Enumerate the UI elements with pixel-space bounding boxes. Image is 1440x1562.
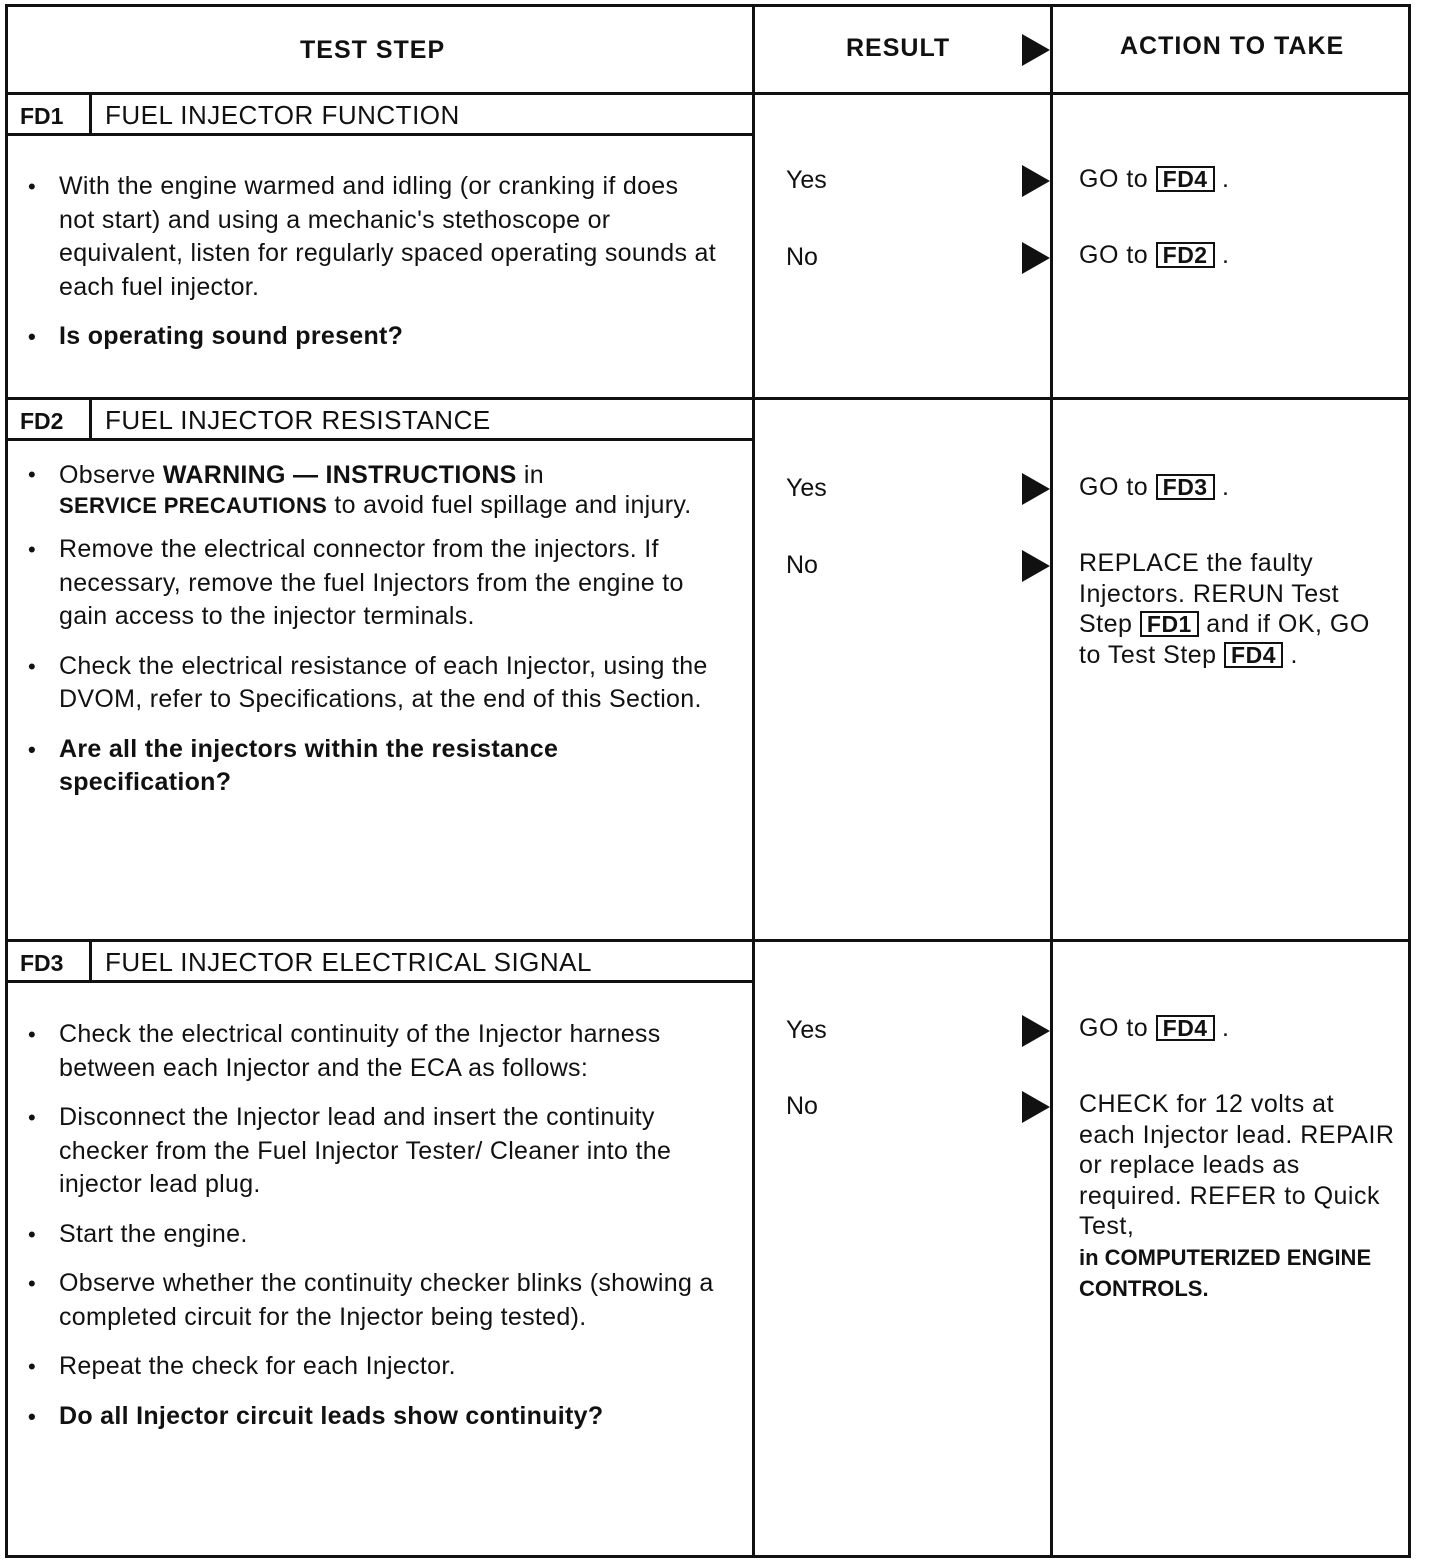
action-fd1-yes: GO to FD4 . [1079,165,1230,193]
column-divider-action [1050,4,1053,1558]
arrow-right-icon [1022,1015,1050,1047]
step-code: FD2 [20,408,64,434]
result-yes: Yes [786,1016,827,1044]
arrow-right-icon [1022,1091,1050,1123]
step-ref-fd2[interactable]: FD2 [1156,242,1215,268]
header-result: RESULT [846,34,951,62]
step-question: • Are all the injectors within the resistance specification? [26,733,716,800]
arrow-right-icon [1022,550,1050,582]
instruction-item: • With the engine warmed and idling (or cranking if does not start) and using a mechanic's stethoscope or equivalent, listen for regularly spaced operating sounds at each fuel injector. [26,170,716,304]
instruction-item: • Repeat the check for each Injector. [26,1350,716,1384]
result-yes: Yes [786,166,827,194]
arrow-right-icon [1022,242,1050,274]
step-header-fd2 [5,399,753,441]
arrow-right-icon [1022,473,1050,505]
column-divider-result [752,4,755,1558]
step-title: FUEL INJECTOR RESISTANCE [105,405,491,435]
header-arrow-icon [1022,34,1050,66]
step-ref-fd3[interactable]: FD3 [1156,474,1215,500]
step-ref-fd4[interactable]: FD4 [1156,1015,1215,1041]
action-fd2-no: REPLACE the faulty Injectors. RERUN Test Step FD1 and if OK, GO to Test Step FD4 . [1079,549,1370,669]
step-question: • Do all Injector circuit leads show continuity? [26,1400,716,1434]
result-no: No [786,551,818,579]
instruction-item: • Check the electrical resistance of each Injector, using the DVOM, refer to Specifications, at the end of this Section. [26,650,716,717]
header-test-step: TEST STEP [300,36,446,64]
step-ref-fd1[interactable]: FD1 [1140,611,1199,637]
result-no: No [786,1092,818,1120]
action-fd1-no: GO to FD2 . [1079,241,1230,269]
step-title: FUEL INJECTOR ELECTRICAL SIGNAL [105,947,592,977]
step-question: • Is operating sound present? [26,320,716,354]
result-no: No [786,243,818,271]
step-fd1-instructions [26,170,716,354]
step-fd3-instructions [26,1018,716,1433]
action-fd2-yes: GO to FD3 . [1079,473,1230,501]
step-title: FUEL INJECTOR FUNCTION [105,100,460,130]
instruction-item: • Start the engine. [26,1218,716,1252]
step-header-fd1 [5,94,753,136]
result-yes: Yes [786,474,827,502]
action-fd3-yes: GO to FD4 . [1079,1014,1230,1042]
instruction-warning: • Observe WARNING — INSTRUCTIONS in SERVICE PRECAUTIONS to avoid fuel spillage and injury. [26,460,716,521]
header-action: ACTION TO TAKE [1120,32,1345,60]
step-ref-fd4[interactable]: FD4 [1156,166,1215,192]
action-fd3-no: CHECK for 12 volts at each Injector lead. REPAIR or replace leads as required. REFER to Quick Test, in COMPUTERIZED ENGINE CONTROLS. [1079,1090,1395,1301]
arrow-right-icon [1022,165,1050,197]
instruction-item: • Observe whether the continuity checker blinks (showing a completed circuit for the Injector being tested). [26,1267,716,1334]
instruction-item: • Check the electrical continuity of the Injector harness between each Injector and the ECA as follows: [26,1018,716,1085]
step-code: FD3 [20,950,64,976]
step-header-fd3 [5,941,753,983]
step-code: FD1 [20,103,64,129]
instruction-item: • Disconnect the Injector lead and insert the continuity checker from the Fuel Injector Tester/ Cleaner into the injector lead plug. [26,1101,716,1202]
step-ref-fd4[interactable]: FD4 [1224,642,1283,668]
instruction-item: • Remove the electrical connector from the injectors. If necessary, remove the fuel Injectors from the engine to gain access to the injector terminals. [26,533,716,634]
step-fd2-instructions [26,460,716,800]
